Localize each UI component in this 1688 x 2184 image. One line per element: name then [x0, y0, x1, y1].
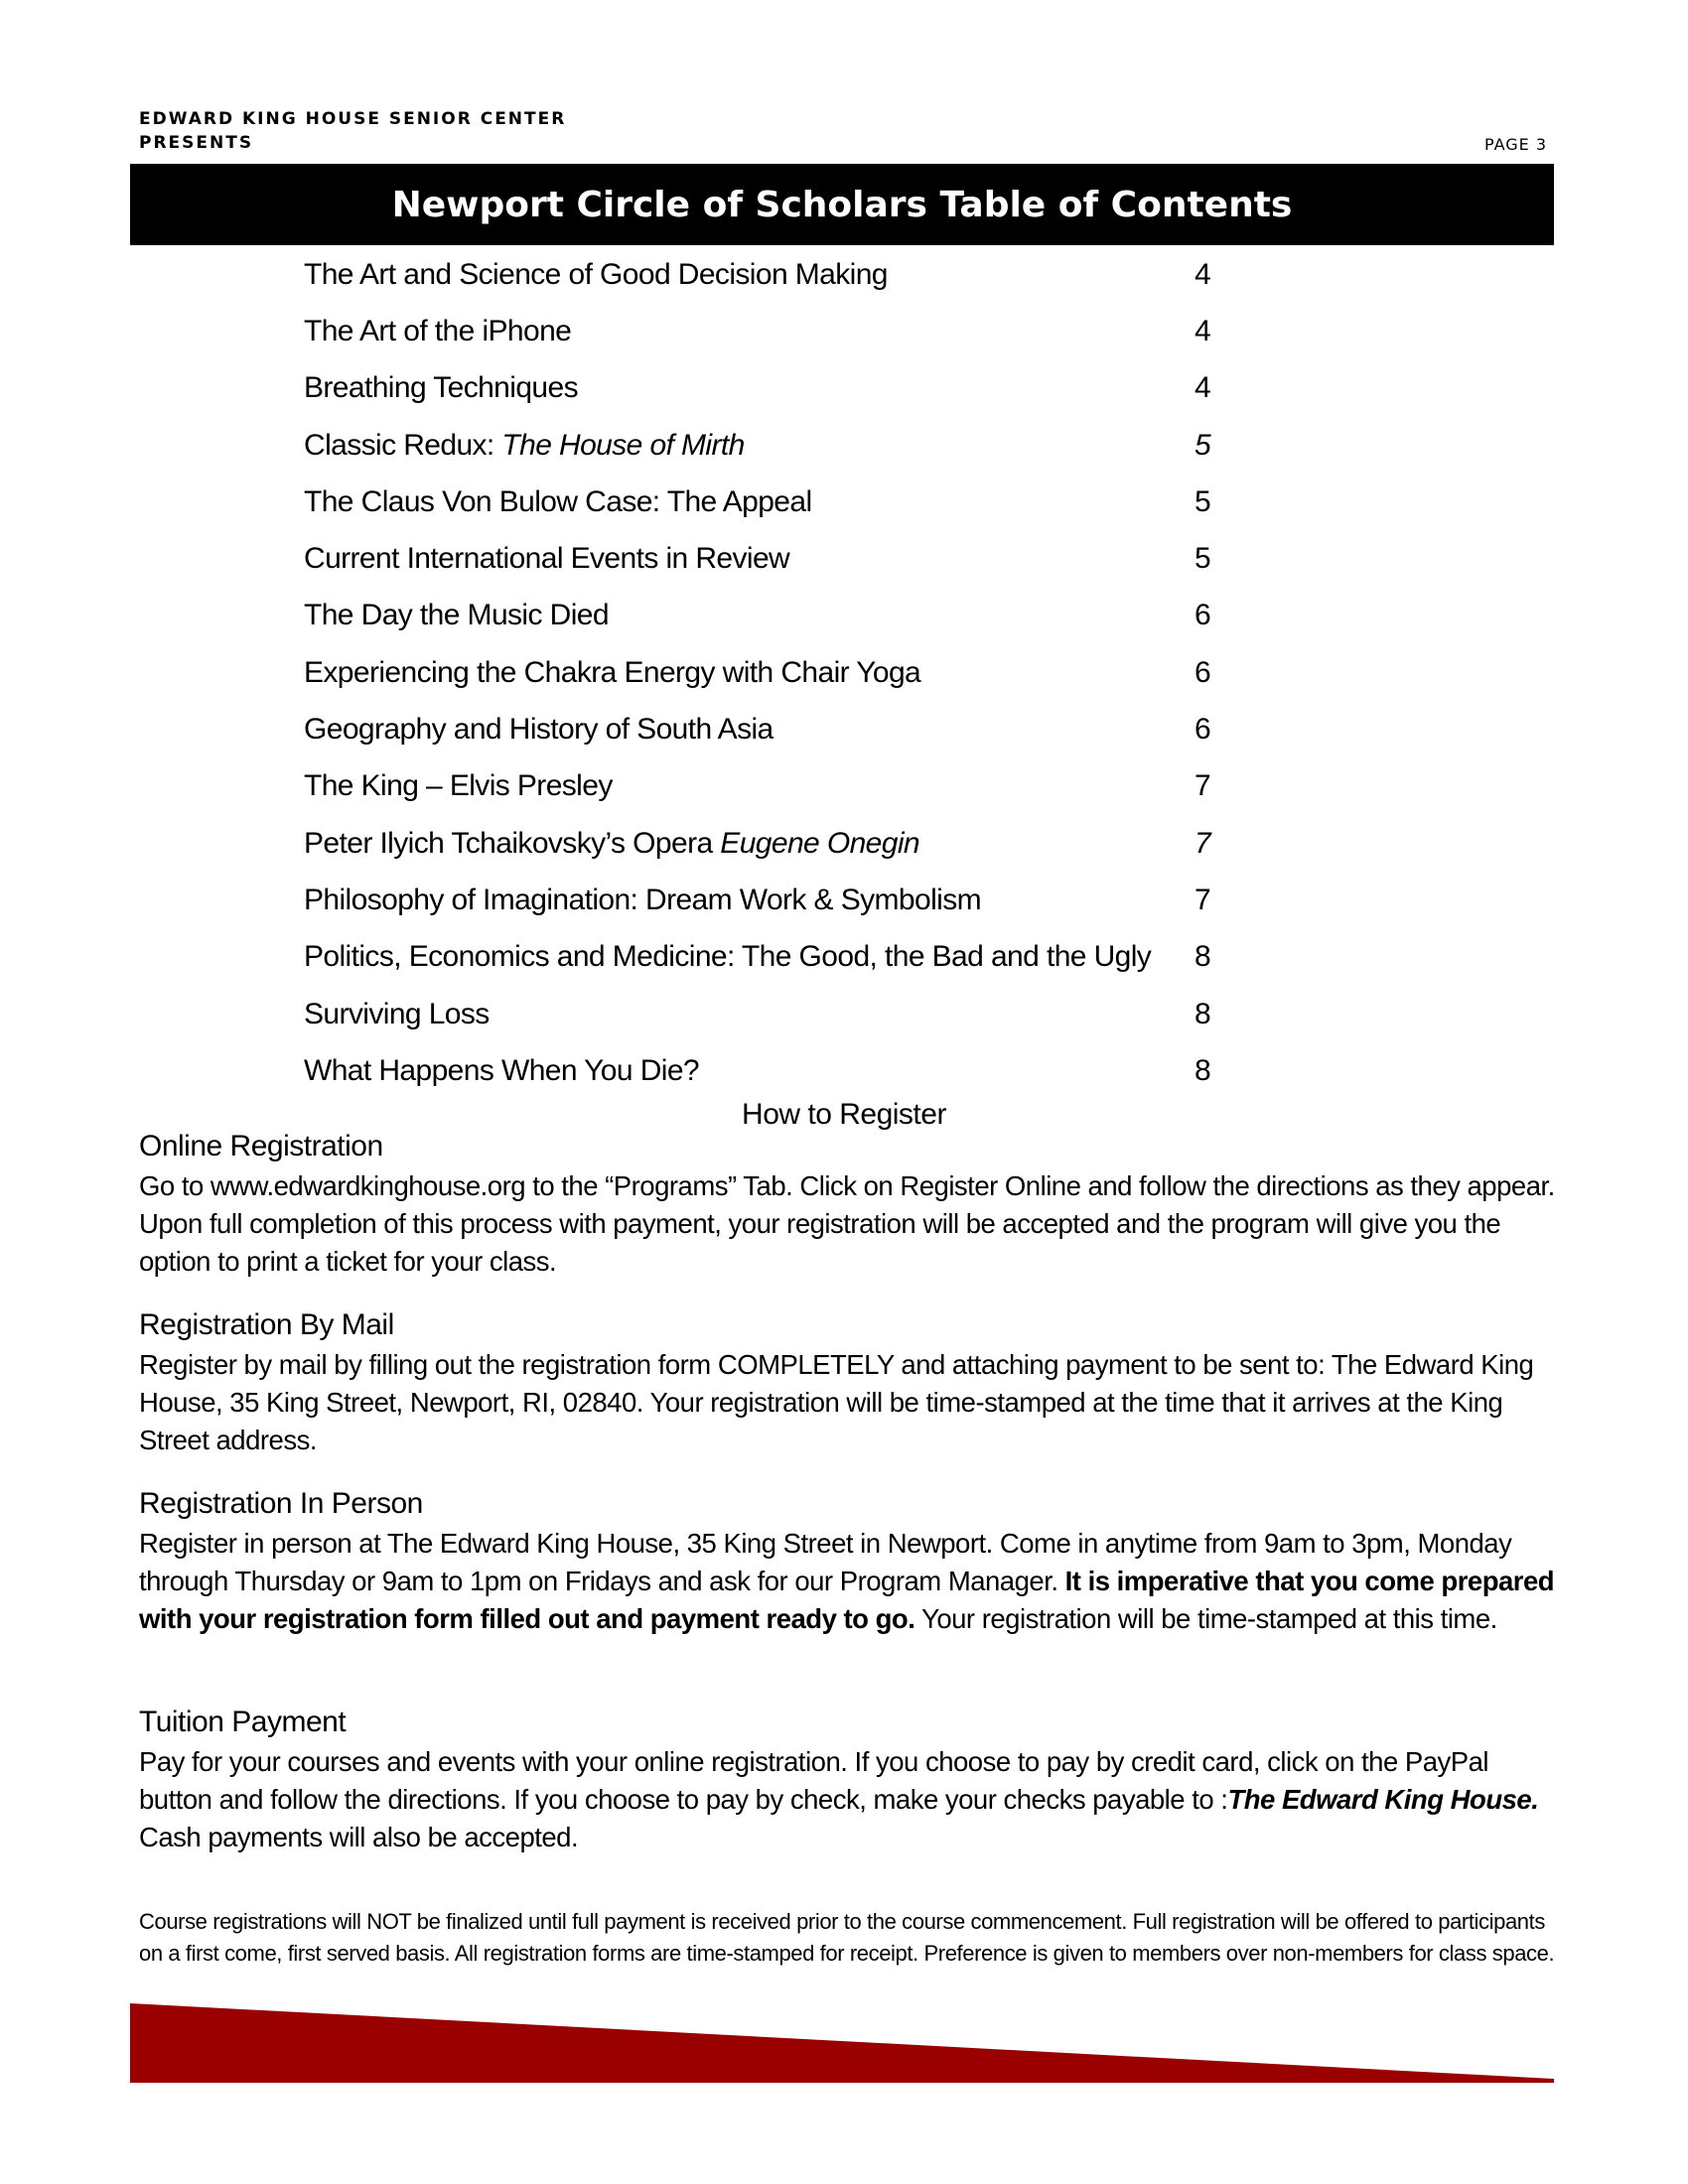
toc-title-text: The King – Elvis Presley: [304, 769, 613, 803]
person-registration-title: Registration In Person: [139, 1487, 423, 1520]
toc-row: [304, 474, 1217, 530]
toc-row: [304, 986, 1217, 1042]
toc-title: [304, 656, 920, 690]
toc-title-text: The Art and Science of Good Decision Making: [304, 257, 888, 291]
page-number: PAGE 3: [1483, 135, 1547, 154]
toc-title: [304, 258, 888, 292]
toc-title: [304, 542, 789, 576]
toc-title: [304, 713, 774, 747]
tuition-payment-section: [139, 1704, 1559, 1856]
red-band-shape: [130, 2003, 1554, 2083]
tuition-payment-body: [139, 1743, 1559, 1856]
title-bar: [130, 164, 1554, 245]
toc-title-text: Philosophy of Imagination: Dream Work & Symbolism: [304, 883, 981, 916]
toc-page-number: 4: [1194, 314, 1211, 347]
toc-page-number: 6: [1194, 599, 1211, 632]
mail-registration-body: Register by mail by filling out the registration form COMPLETELY and attaching payment to be sent to: The Edward King House, 35 King Street, Newport, RI, 02840. Your registration will be time-stamped at the time that it arrives at the King Street address.: [139, 1349, 1534, 1455]
online-registration-body: Go to www.edwardkinghouse.org to the “Programs” Tab. Click on Register Online and follow the directions as they appear. Upon full completion of this process with payment, your registration will be accepted and the program will give you the option to print a ticket for your class.: [139, 1170, 1555, 1277]
toc-title-text: The Art of the iPhone: [304, 314, 572, 347]
toc-title: [304, 429, 745, 463]
toc-title: [304, 884, 981, 917]
toc-row: [304, 360, 1217, 417]
toc-row: [304, 303, 1217, 359]
toc-row: [304, 246, 1217, 303]
toc-title-text: Experiencing the Chakra Energy with Chair Yoga: [304, 655, 921, 689]
red-band-decoration: [130, 2003, 1554, 2083]
toc-row: [304, 1042, 1217, 1099]
toc-row: [304, 929, 1217, 986]
toc-title-italic: Eugene Onegin: [720, 826, 919, 860]
toc-title-text: Politics, Economics and Medicine: The Good, the Bad and the Ugly: [304, 940, 1152, 974]
toc-page-number: 7: [1194, 769, 1211, 803]
person-body-emphasis: It is imperative that you come prepared with your registration form filled out and payment ready to go.: [139, 1566, 1555, 1634]
registration-footnote: Course registrations will NOT be finalized until full payment is received prior to the course commencement. Full registration will be offered to participants on a first come, first served basis. All registration forms are time-stamped for receipt. Preference is given to members over non-members for class space.: [139, 1909, 1555, 1966]
page-title: Newport Circle of Scholars Table of Contents: [391, 184, 1293, 225]
toc-title-text: What Happens When You Die?: [304, 1053, 699, 1087]
toc-row: [304, 530, 1217, 587]
org-presents: PRESENTS: [139, 133, 254, 153]
toc-page-number: 4: [1194, 371, 1211, 405]
toc-row: [304, 872, 1217, 928]
toc-title: [304, 599, 609, 632]
toc-page-number: 5: [1194, 484, 1211, 518]
tuition-body-start: Pay for your courses and events with your online registration. If you choose to pay by credit card, click on the PayPal button and follow the directions. If you choose to pay by check, make your checks payable to :: [139, 1746, 1489, 1815]
person-registration-body: [139, 1525, 1559, 1638]
toc-title: [304, 998, 490, 1031]
toc-page-number: 5: [1194, 428, 1211, 462]
toc-title-italic: The House of Mirth: [501, 428, 745, 462]
toc-title: [304, 940, 1151, 974]
tuition-body-end: Cash payments will also be accepted.: [139, 1822, 579, 1852]
toc-title: [304, 827, 919, 861]
toc-title-text: Peter Ilyich Tchaikovsky’s Opera: [304, 826, 721, 860]
toc-row: [304, 644, 1217, 701]
person-body-start: Register in person at The Edward King House, 35 King Street in Newport. Come in anytime from 9am to 3pm, Monday through Thursday or 9am to 1pm on Fridays and ask for our Program Manager.: [139, 1528, 1512, 1596]
toc-row: [304, 758, 1217, 815]
org-name: EDWARD KING HOUSE SENIOR CENTER: [139, 109, 567, 129]
toc-page-number: 7: [1194, 826, 1211, 860]
toc-title: [304, 485, 812, 519]
toc-title-text: Breathing Techniques: [304, 371, 578, 405]
toc-page-number: 7: [1194, 883, 1211, 916]
toc-title-text: Surviving Loss: [304, 997, 490, 1030]
person-registration-section: [139, 1485, 1559, 1638]
org-header: [139, 107, 566, 155]
toc-title: [304, 371, 578, 405]
toc-title: [304, 1054, 699, 1088]
toc-page-number: 8: [1194, 940, 1211, 974]
person-body-end: Your registration will be time-stamped at this time.: [914, 1603, 1497, 1634]
toc-page-number: 4: [1194, 257, 1211, 291]
toc-row: [304, 815, 1217, 872]
how-to-register-heading: How to Register: [742, 1098, 946, 1131]
toc-page-number: 6: [1194, 713, 1211, 747]
online-registration-section: [139, 1128, 1559, 1281]
tuition-payment-title: Tuition Payment: [139, 1706, 347, 1738]
toc-page-number: 5: [1194, 542, 1211, 576]
toc-title-text: Geography and History of South Asia: [304, 713, 774, 747]
toc-title-text: The Claus Von Bulow Case: The Appeal: [304, 484, 812, 518]
toc-row: [304, 588, 1217, 644]
toc-title-text: Classic Redux:: [304, 428, 502, 462]
table-of-contents: [304, 246, 1217, 1099]
mail-registration-section: [139, 1306, 1559, 1459]
toc-page-number: 6: [1194, 655, 1211, 689]
tuition-body-payee: The Edward King House.: [1227, 1784, 1539, 1815]
toc-page-number: 8: [1194, 997, 1211, 1030]
toc-page-number: 8: [1194, 1053, 1211, 1087]
mail-registration-title: Registration By Mail: [139, 1308, 394, 1341]
toc-title-text: The Day the Music Died: [304, 599, 609, 632]
toc-row: [304, 701, 1217, 757]
toc-title-text: Current International Events in Review: [304, 542, 790, 576]
toc-title: [304, 315, 571, 348]
toc-row: [304, 417, 1217, 474]
online-registration-title: Online Registration: [139, 1130, 383, 1162]
toc-title: [304, 769, 613, 803]
